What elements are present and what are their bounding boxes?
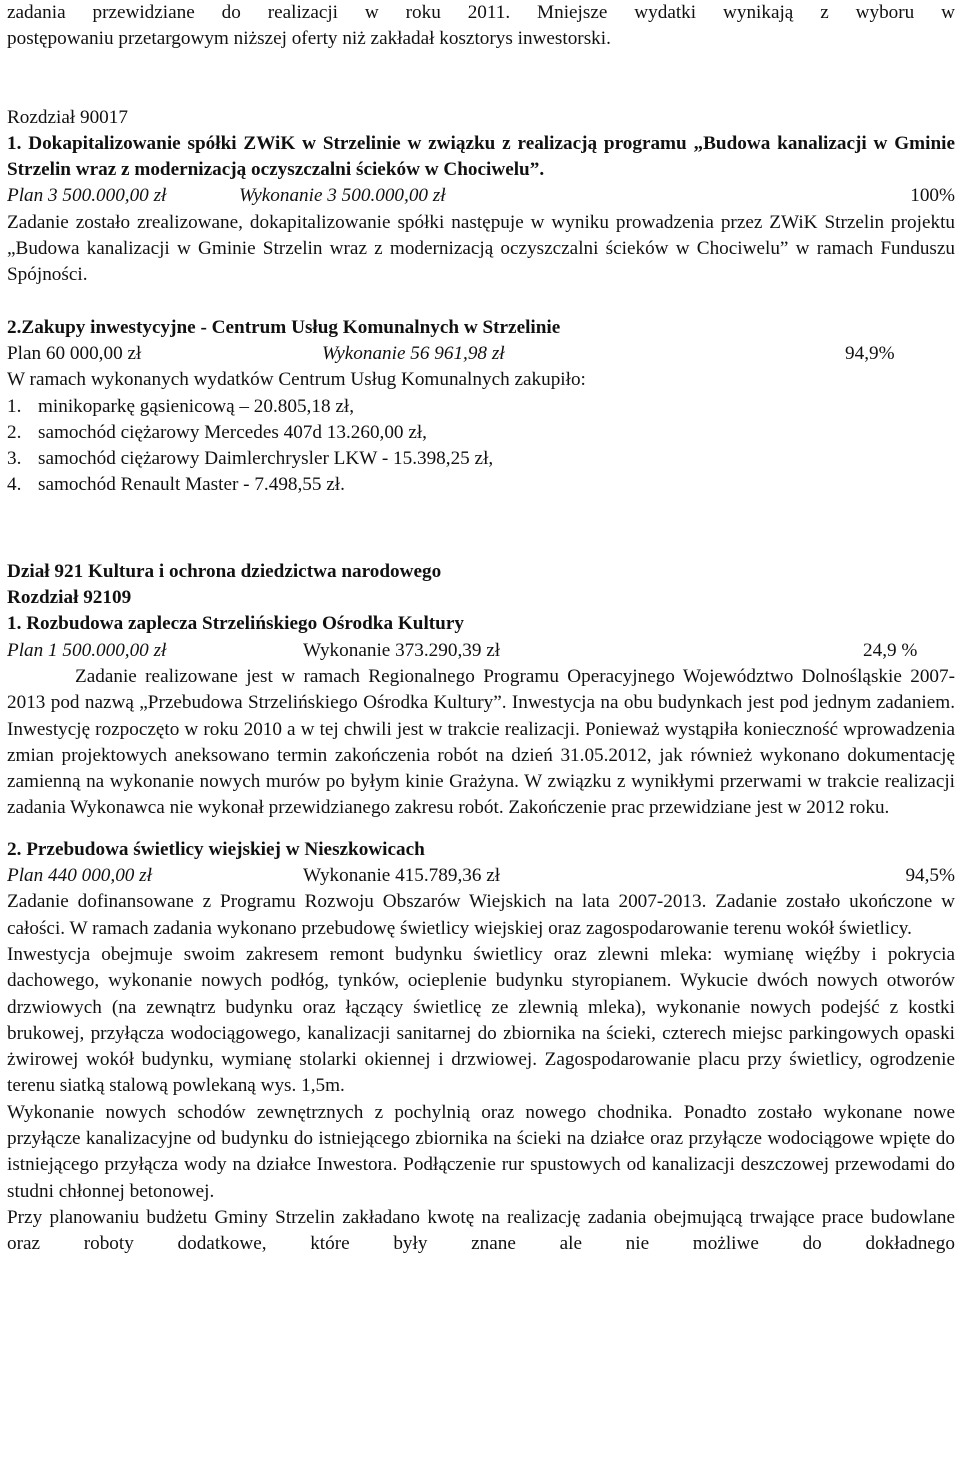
percent-value: 94,5% — [905, 865, 955, 887]
rozdzial-90017-heading: Rozdział 90017 — [7, 106, 128, 128]
item-dokapitalizowanie-title: 1. Dokapitalizowanie spółki ZWiK w Strzelinie w związku z realizacją programu „Budowa kanalizacji w Gminie Strzelin wraz z modernizacją oczyszczalni ścieków w Chociwelu”. — [7, 132, 955, 181]
rozdzial-92109-heading: Rozdział 92109 — [7, 587, 132, 609]
swietlica-para-3: Wykonanie nowych schodów zewnętrznych z pochylnią oraz nowego chodnika. Ponadto zostało wykonane nowe przyłącze kanalizacyjne od budynku do istniejącego zbiornika na ścieki na działce oraz przyłącze wodociągowe wpięte do istniejącego przyłącza wody na działce Inwestora. Podłączenie rur spustowych od kanalizacji deszczowej przewodami do studni chłonnej betonowej. — [7, 1101, 955, 1202]
plan-value: Plan 1 500.000,00 zł — [7, 639, 167, 661]
plan-row-cuk — [7, 341, 955, 367]
list-item: 3. samochód ciężarowy Daimlerchrysler LKW - 15.398,25 zł, — [7, 448, 494, 470]
dzial-921-heading: Dział 921 Kultura i ochrona dziedzictwa narodowego — [7, 560, 442, 582]
plan-value: Plan 440 000,00 zł — [7, 865, 152, 887]
wykonanie-value: Wykonanie 415.789,36 zł — [303, 865, 501, 887]
percent-value: 24,9 % — [863, 639, 918, 661]
purchases-list — [7, 394, 955, 499]
item-sok-title: 1. Rozbudowa zaplecza Strzelińskiego Ośrodka Kultury — [7, 613, 464, 635]
intro-line-2: postępowaniu przetargowym niższej oferty niż zakładał kosztorys inwestorski. — [7, 28, 611, 50]
plan-value: Plan 60 000,00 zł — [7, 342, 142, 364]
item-swietlica-title: 2. Przebudowa świetlicy wiejskiej w Nieszkowicach — [7, 838, 425, 860]
percent-value: 100% — [910, 185, 955, 207]
zwik-body: Zadanie zostało zrealizowane, dokapitalizowanie spółki następuje w wyniku prowadzenia przez ZWiK Strzelin projektu „Budowa kanalizacji w Gminie Strzelin wraz z modernizacją oczyszczalni ścieków w Chociwelu” w ramach Funduszu Spójności. — [7, 211, 955, 286]
intro-line-1: zadania przewidziane do realizacji w roku 2011. Mniejsze wydatki wynikają z wyboru w — [7, 2, 955, 23]
cuk-intro: W ramach wykonanych wydatków Centrum Usług Komunalnych zakupiło: — [7, 369, 586, 391]
plan-row-sok — [7, 638, 955, 664]
sok-body: Zadanie realizowane jest w ramach Regionalnego Programu Operacyjnego Województwo Dolnośląskie 2007-2013 pod nazwą „Przebudowa Strzelińskiego Ośrodka Kultury”. Inwestycja na obu budynkach jest pod jednym zadaniem. Inwestycję rozpoczęto w roku 2010 a w tej chwili jest w trakcie realizacji. Ponieważ wystąpiła konieczność wprowadzenia zmian projektowych aneksowano termin zakończenia robót na dzień 31.05.2012, jak również wykonano dokumentację zamienną na wykonanie nowych murów po byłym kinie Grażyna. W związku z wynikłymi przerwami w trakcie realizacji zadania Wykonawca nie wykonał przewidzianego zakresu robót. Zakończenie prac przewidziane jest w 2012 roku. — [7, 665, 955, 819]
wykonanie-value: Wykonanie 56 961,98 zł — [322, 342, 505, 364]
plan-value: Plan 3 500.000,00 zł — [7, 185, 167, 207]
wykonanie-value: Wykonanie 3 500.000,00 zł — [239, 185, 446, 207]
item-cuk-title: 2.Zakupy inwestycyjne - Centrum Usług Komunalnych w Strzelinie — [7, 316, 561, 338]
swietlica-para-4: Przy planowaniu budżetu Gminy Strzelin zakładano kwotę na realizację zadania obejmującą trwające prace budowlane oraz roboty dodatkowe, które były znane ale nie możliwe do dokładnego — [7, 1206, 955, 1255]
wykonanie-value: Wykonanie 373.290,39 zł — [303, 639, 501, 661]
list-item: 4. samochód Renault Master - 7.498,55 zł. — [7, 474, 345, 496]
list-item: 2. samochód ciężarowy Mercedes 407d 13.260,00 zł, — [7, 421, 427, 443]
document-page — [7, 0, 955, 1257]
list-item: 1. minikoparkę gąsienicową – 20.805,18 zł, — [7, 395, 354, 417]
percent-value: 94,9% — [845, 342, 895, 364]
plan-row-zwik — [7, 183, 955, 209]
swietlica-para-2: Inwestycja obejmuje swoim zakresem remont budynku świetlicy oraz zlewni mleka: wymianę więźby i pokrycia dachowego, wykonanie nowych podłóg, tynków, ocieplenie budynku styropianem. Wykucie dwóch nowych otworów drzwiowych (na zewnątrz budynku oraz łączący świetlicę ze zlewnią mleka), wykonanie nowych podejść z kostki brukowej, przyłącza wodociągowego, kanalizacji sanitarnej do zbiornika na ścieki, czterech miejsc parkingowych opaski żwirowej wokół budynku, wymianę stolarki okiennej i drzwiowej. Zagospodarowanie placu przy świetlicy, ogrodzenie terenu siatką stalową powlekaną wys. 1,5m. — [7, 943, 955, 1097]
swietlica-para-1: Zadanie dofinansowane z Programu Rozwoju Obszarów Wiejskich na lata 2007-2013. Zadanie zostało ukończone w całości. W ramach zadania wykonano przebudowę świetlicy wiejskiej oraz zagospodarowanie terenu wokół świetlicy. — [7, 891, 955, 939]
plan-row-swietlica — [7, 863, 955, 889]
